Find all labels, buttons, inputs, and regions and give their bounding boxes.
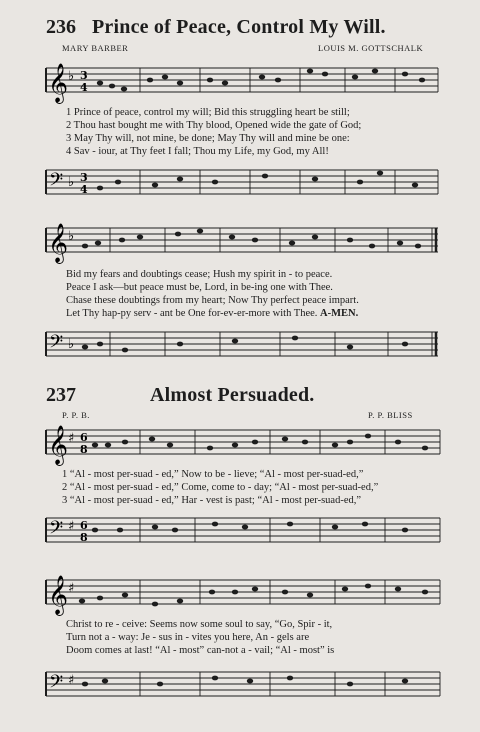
hymn-title: Almost Persuaded. bbox=[150, 384, 315, 406]
hymn-title: Prince of Peace, Control My Will. bbox=[92, 16, 386, 38]
svg-text:𝄢: 𝄢 bbox=[49, 518, 64, 543]
lyric-line: 4 Sav - iour, at Thy feet I fall; Thou my Life, my God, my All! bbox=[66, 146, 329, 157]
bass-staff bbox=[0, 508, 480, 553]
svg-text:3: 3 bbox=[80, 171, 88, 184]
bass-staff bbox=[0, 322, 480, 367]
lyric-line: 3 May Thy will, not mine, be done; May Thy will and mine be one: bbox=[66, 133, 350, 144]
svg-text:𝄞: 𝄞 bbox=[48, 63, 69, 103]
verse-lines bbox=[66, 268, 359, 320]
treble-staff bbox=[0, 58, 480, 108]
bass-staff bbox=[0, 662, 480, 707]
verse-lines bbox=[66, 618, 334, 657]
treble-staff bbox=[0, 422, 480, 470]
svg-text:♭: ♭ bbox=[68, 69, 75, 84]
hymn-number: 236 bbox=[46, 16, 76, 38]
svg-text:4: 4 bbox=[80, 81, 88, 94]
lyric-line: 2 Thou hast bought me with Thy blood, Opened wide the gate of God; bbox=[66, 120, 362, 131]
lyric-line: 1 “Al - most per-suad - ed,” Now to be - lieve; “Al - most per-suad-ed,” bbox=[62, 469, 364, 480]
hymn-number: 237 bbox=[46, 384, 76, 406]
svg-text:6: 6 bbox=[80, 519, 88, 532]
verse-lines bbox=[62, 468, 378, 507]
lyricist-credit: MARY BARBER bbox=[62, 43, 129, 53]
lyric-line: Doom comes at last! “Al - most” can-not a - vail; “Al - most” is bbox=[66, 645, 335, 656]
svg-text:♯: ♯ bbox=[68, 673, 75, 688]
lyric-line bbox=[66, 307, 359, 320]
svg-text:𝄞: 𝄞 bbox=[48, 575, 69, 615]
treble-staff bbox=[0, 570, 480, 620]
svg-text:𝄢: 𝄢 bbox=[49, 672, 64, 697]
svg-text:6: 6 bbox=[80, 431, 88, 444]
lyric-line: Christ to re - ceive: Seems now some soul to say, “Go, Spir - it, bbox=[66, 619, 333, 630]
lyric-line: Peace I ask—but peace must be, Lord, in be-ing one with Thee. bbox=[66, 282, 333, 293]
lyric-line: Bid my fears and doubtings cease; Hush my spirit in - to peace. bbox=[66, 269, 333, 280]
lyric-line: 3 “Al - most per-suad - ed,” Har - vest is past; “Al - most per-suad-ed,” bbox=[62, 495, 362, 506]
composer-credit: LOUIS M. GOTTSCHALK bbox=[318, 43, 424, 53]
svg-text:3: 3 bbox=[80, 69, 88, 82]
lyric-line: 1 Prince of peace, control my will; Bid this struggling heart be still; bbox=[66, 107, 350, 118]
amen-text: A-MEN. bbox=[320, 308, 359, 319]
svg-text:♯: ♯ bbox=[68, 581, 75, 596]
lyric-line-text: Let Thy hap-py serv - ant be One for-ev-er-more with Thee. bbox=[66, 308, 318, 319]
svg-text:𝄢: 𝄢 bbox=[49, 332, 64, 357]
svg-text:♭: ♭ bbox=[68, 229, 75, 244]
svg-text:8: 8 bbox=[80, 531, 88, 544]
svg-text:♭: ♭ bbox=[68, 175, 75, 190]
svg-text:8: 8 bbox=[80, 443, 88, 456]
lyric-line: Turn not a - way: Je - sus in - vites you here, An - gels are bbox=[66, 632, 310, 643]
lyric-line: Chase these doubtings from my heart; Now Thy perfect peace impart. bbox=[66, 295, 359, 306]
svg-text:𝄢: 𝄢 bbox=[49, 170, 64, 195]
svg-text:♭: ♭ bbox=[68, 337, 75, 352]
svg-text:4: 4 bbox=[80, 183, 88, 196]
verse-lines bbox=[66, 106, 361, 158]
svg-text:𝄞: 𝄞 bbox=[48, 425, 69, 465]
svg-text:𝄞: 𝄞 bbox=[48, 223, 69, 263]
svg-text:♯: ♯ bbox=[68, 519, 75, 534]
composer-credit: P. P. BLISS bbox=[368, 410, 413, 420]
lyric-line: 2 “Al - most per-suad - ed,” Come, come to - day; “Al - most per-suad-ed,” bbox=[62, 482, 379, 493]
treble-staff bbox=[0, 218, 480, 268]
lyricist-credit: P. P. B. bbox=[62, 410, 90, 420]
svg-text:♯: ♯ bbox=[68, 431, 75, 446]
bass-staff bbox=[0, 160, 480, 205]
